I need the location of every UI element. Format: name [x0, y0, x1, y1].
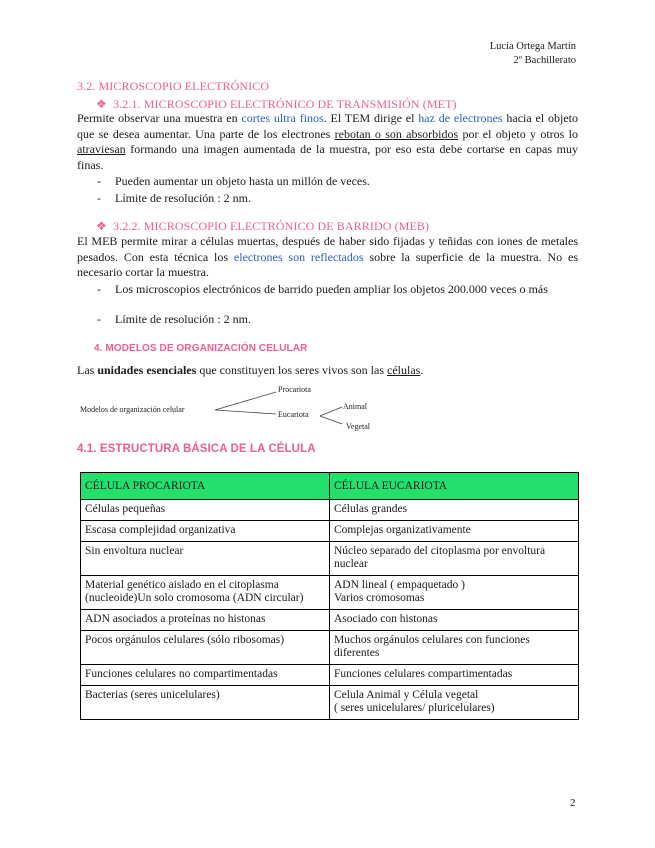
course-label: 2º Bachillerato: [513, 55, 576, 66]
table-cell: Material genético aislado en el citoplasma (nucleoide)Un solo cromosoma (ADN circular): [81, 576, 330, 610]
table-header-cell: CÉLULA PROCARIOTA: [81, 473, 330, 500]
underlined-rebotan: rebotan o son absorbidos: [334, 126, 459, 141]
link-electrones-reflectados: electrones son reflectados: [233, 249, 364, 264]
diagram-procariota-label: Procariota: [278, 385, 311, 394]
page-number: 2: [570, 797, 576, 809]
table-cell: ADN lineal ( empaquetado ) Varios cromosomas: [330, 576, 579, 610]
underlined-celulas: células: [387, 363, 421, 377]
table-cell: Funciones celulares compartimentadas: [330, 665, 579, 686]
section-4-intro: Las unidades esenciales que constituyen los seres vivos son las células.: [77, 363, 424, 377]
table-cell: Complejas organizativamente: [330, 521, 579, 542]
diamond-bullet-icon: ❖: [96, 97, 107, 111]
section-3-2-title: 3.2. MICROSCOPIO ELECTRÓNICO: [77, 79, 270, 93]
table-row: [81, 610, 579, 631]
table-row: [81, 500, 579, 521]
diagram-vegetal-label: Vegetal: [346, 422, 370, 431]
table-cell: Funciones celulares no compartimentadas: [81, 665, 330, 686]
table-cell: Sin envoltura nuclear: [81, 542, 330, 576]
table-cell: ADN asociados a proteínas no histonas: [81, 610, 330, 631]
page-header: [490, 40, 576, 68]
cell-comparison-table: [80, 472, 579, 720]
table-row: [81, 542, 579, 576]
meb-paragraph: El MEB permite mirar a células muertas, después de haber sido fijadas y teñidas con iones de metales pesados. Con esta técnica los electrones son reflectados sobre la superficie de la muestra. No es necesario cortar la muestra.: [77, 234, 578, 279]
table-row: [81, 631, 579, 665]
link-haz-de-electrones: haz de electrones: [418, 111, 503, 125]
diagram-eucariota-label: Eucariota: [278, 410, 309, 419]
section-4-title: 4. MODELOS DE ORGANIZACIÓN CELULAR: [94, 343, 308, 354]
table-cell: Bacterias (seres unicelulares): [81, 686, 330, 720]
table-cell: Núcleo separado del citoplasma por envoltura nuclear: [330, 542, 579, 576]
diagram-root-label: Modelos de organización celular: [80, 405, 185, 414]
table-row: [81, 521, 579, 542]
link-cortes-ultra-finos: cortes ultra finos: [241, 111, 324, 125]
table-cell: Células pequeñas: [81, 500, 330, 521]
table-header-cell: CÉLULA EUCARIOTA: [330, 473, 579, 500]
table-cell: Celula Animal y Célula vegetal ( seres unicelulares/ pluricelulares): [330, 686, 579, 720]
section-3-2-2-title: 3.2.2. MICROSCOPIO ELECTRÓNICO DE BARRIDO (MEB): [113, 219, 430, 233]
section-4-1-title: 4.1. ESTRUCTURA BÁSICA DE LA CÉLULA: [77, 443, 316, 455]
author-name: Lucía Ortega Martín: [489, 41, 576, 52]
table-header-row: [81, 473, 579, 500]
diamond-bullet-icon: ❖: [96, 219, 107, 233]
diagram-arrows: [80, 385, 380, 435]
table-cell: Muchos orgánulos celulares con funciones diferentes: [330, 631, 579, 665]
underlined-atraviesan: atraviesan: [77, 142, 126, 156]
section-3-2-2-heading: [96, 219, 429, 234]
table-cell: Asociado con histonas: [330, 610, 579, 631]
table-cell: Escasa complejidad organizativa: [81, 521, 330, 542]
table-cell: Células grandes: [330, 500, 579, 521]
section-3-2-1-heading: [96, 97, 457, 112]
section-3-2-1-title: 3.2.1. MICROSCOPIO ELECTRÓNICO DE TRANSMISIÓN (MET): [113, 97, 457, 111]
table-row: [81, 665, 579, 686]
table-cell: Pocos orgánulos celulares (sólo ribosomas): [81, 631, 330, 665]
table-row: [81, 576, 579, 610]
cell-organization-diagram: [80, 385, 380, 435]
table-row: [81, 686, 579, 720]
met-paragraph: Permite observar una muestra en cortes ultra finos. El TEM dirige el haz de electrones hacia el objeto que se desea aumentar. Una parte de los electrones rebotan o son absorbidos por el objeto y otros lo atraviesan formando una imagen aumentada de la muestra, por eso esta debe cortarse en capas muy finas.: [77, 111, 578, 172]
diagram-animal-label: Animal: [343, 402, 367, 411]
